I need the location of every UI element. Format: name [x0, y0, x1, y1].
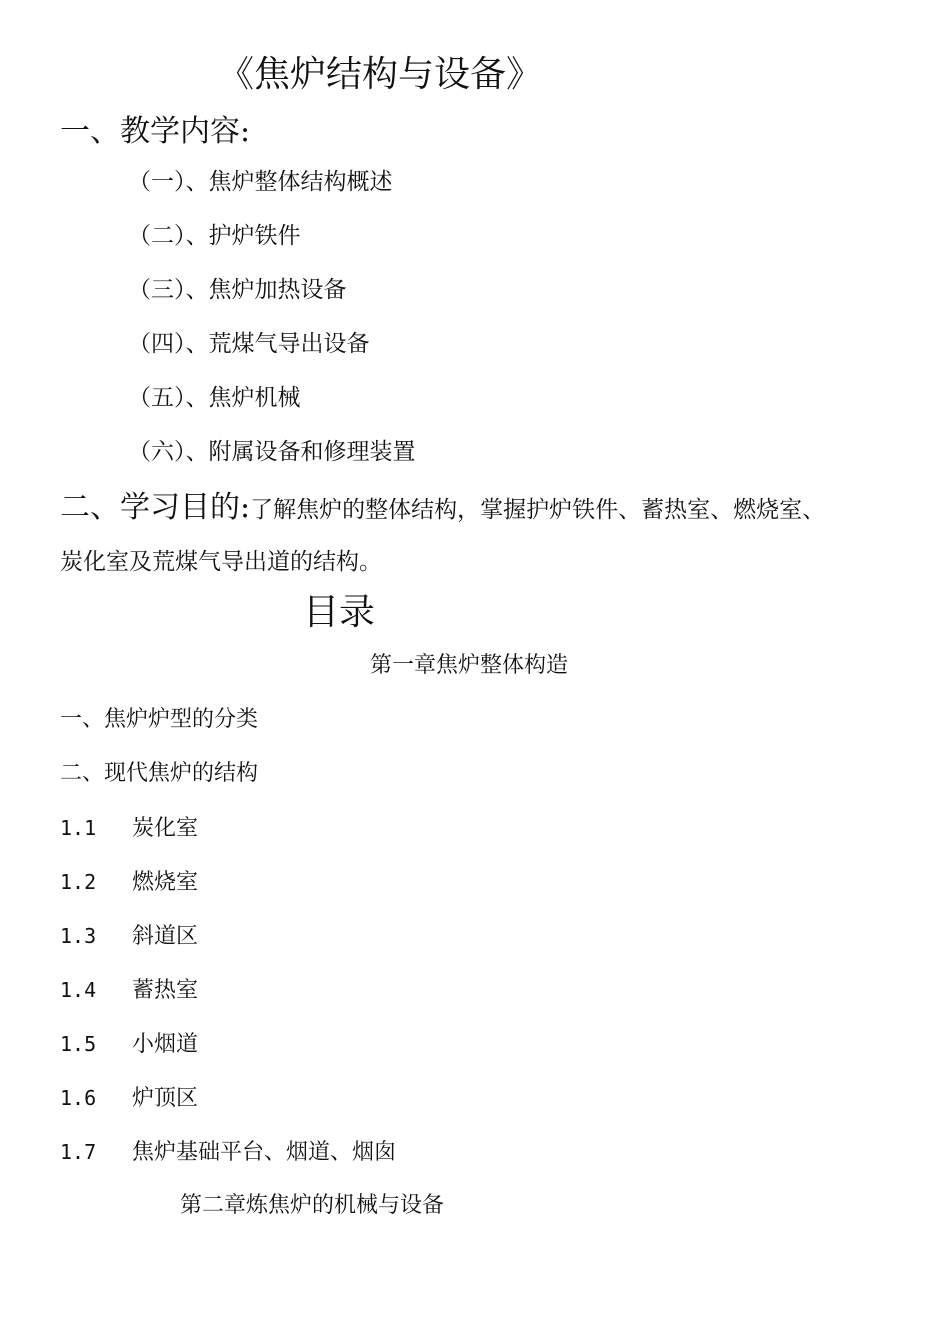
toc-subsection-number: 1.1: [60, 816, 97, 840]
toc-subsection: [60, 866, 198, 899]
toc-subsection-number: 1.6: [60, 1086, 97, 1110]
learning-goal-paragraph: [60, 486, 825, 530]
toc-subsection-number: 1.3: [60, 924, 97, 948]
toc-section-1: 一、焦炉炉型的分类: [60, 707, 259, 732]
content-item-1: （一）、焦炉整体结构概述: [128, 169, 393, 195]
toc-subsection: [60, 1028, 198, 1061]
section-heading-learning-goal: 二、学习目的:: [60, 490, 251, 525]
toc-section-2: 二、现代焦炉的结构: [60, 761, 259, 786]
toc-subsection: [60, 920, 198, 953]
toc-subsection-number: 1.4: [60, 978, 97, 1002]
toc-subsection-label: 燃烧室: [132, 870, 199, 895]
toc-subsection: [60, 1136, 396, 1169]
toc-title: 目录: [303, 592, 376, 633]
section-heading-teaching-content: 一、教学内容:: [60, 114, 251, 149]
learning-goal-text-continued: 炭化室及荒煤气导出道的结构。: [60, 549, 382, 575]
toc-subsection-label: 蓄热室: [132, 978, 199, 1003]
toc-chapter-2: 第二章炼焦炉的机械与设备: [180, 1193, 445, 1218]
content-item-2: （二）、护炉铁件: [128, 223, 301, 249]
content-item-3: （三）、焦炉加热设备: [128, 277, 347, 303]
toc-subsection-label: 小烟道: [132, 1032, 199, 1057]
toc-subsection-number: 1.2: [60, 870, 97, 894]
toc-subsection-label: 炉顶区: [132, 1086, 199, 1111]
document-title: 《焦炉结构与设备》: [218, 54, 543, 95]
toc-subsection-label: 焦炉基础平台、烟道、烟囱: [132, 1140, 397, 1165]
content-item-5: （五）、焦炉机械: [128, 385, 301, 411]
toc-chapter-1: 第一章焦炉整体构造: [370, 653, 569, 678]
toc-subsection-number: 1.7: [60, 1140, 97, 1164]
toc-subsection-label: 斜道区: [132, 924, 199, 949]
toc-subsection: [60, 974, 198, 1007]
learning-goal-text: 了解焦炉的整体结构，掌握护炉铁件、蓄热室、燃烧室、: [250, 497, 826, 523]
content-item-4: （四）、荒煤气导出设备: [128, 331, 370, 357]
toc-subsection: [60, 1082, 198, 1115]
content-item-6: （六）、附属设备和修理装置: [128, 439, 416, 465]
toc-subsection-number: 1.5: [60, 1032, 97, 1056]
toc-subsection-label: 炭化室: [132, 816, 199, 841]
toc-subsection: [60, 812, 198, 845]
